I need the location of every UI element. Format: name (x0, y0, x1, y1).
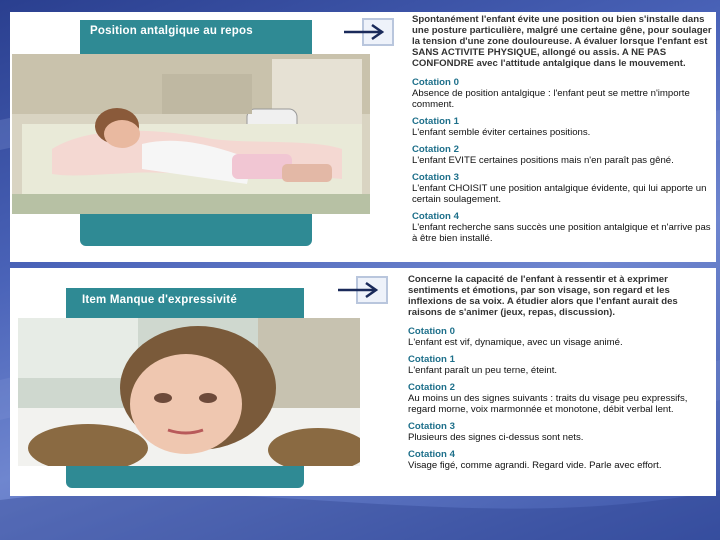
cotation-title: Cotation 2 (412, 144, 459, 155)
cotation-item (412, 116, 714, 138)
cotation-title: Cotation 1 (412, 116, 459, 127)
cotation-item (412, 211, 714, 244)
bottom-text-column (408, 274, 710, 471)
cotation-desc: L'enfant EVITE certaines positions mais n'en paraît pas gêné. (412, 155, 674, 166)
top-text-column (412, 14, 714, 244)
arrow-right-icon (342, 22, 388, 42)
cotation-item (408, 382, 710, 415)
cotation-desc: L'enfant semble éviter certaines positions. (412, 127, 591, 138)
cotation-desc: L'enfant paraît un peu terne, éteint. (408, 365, 558, 376)
cotation-item (408, 421, 710, 443)
cotation-desc: L'enfant recherche sans succès une position antalgique et n'arrive pas à être bien installé. (412, 222, 711, 244)
manque-expressivite-panel (10, 268, 716, 496)
photo-child-lying-bed (12, 54, 370, 214)
cotation-item (408, 326, 710, 348)
cotation-title: Cotation 2 (408, 382, 455, 393)
cotation-desc: L'enfant CHOISIT une position antalgique évidente, qui lui apporte un certain soulagement. (412, 183, 707, 205)
cotation-title: Cotation 0 (408, 326, 455, 337)
cotation-desc: Visage figé, comme agrandi. Regard vide. Parle avec effort. (408, 460, 662, 471)
cotation-item (408, 354, 710, 376)
cotation-title: Cotation 4 (412, 211, 459, 222)
cotation-title: Cotation 3 (412, 172, 459, 183)
position-antalgique-panel (10, 12, 716, 262)
cotation-title: Cotation 0 (412, 77, 459, 88)
intro-text: Concerne la capacité de l'enfant à ressentir et à exprimer sentiments et émotions, par son visage, son regard et les inflexions de sa voix. A étudier alors que l'enfant aurait des raisons de s'animer (jeux, repas, discussion). (408, 274, 678, 318)
cotation-desc: Absence de position antalgique : l'enfant peut se mettre n'importe comment. (412, 88, 690, 110)
cotation-title: Cotation 3 (408, 421, 455, 432)
cotation-title: Cotation 4 (408, 449, 455, 460)
photo-child-face (18, 318, 360, 466)
cotation-desc: Au moins un des signes suivants : traits du visage peu expressifs, regard morne, voix marmonnée et monotone, débit verbal lent. (408, 393, 688, 415)
cotation-item (412, 172, 714, 205)
cotation-item (412, 77, 714, 110)
panel-heading: Position antalgique au repos (90, 25, 253, 37)
intro-text: Spontanément l'enfant évite une position ou bien s'installe dans une posture particulière, malgré une certaine gêne, pour soulager la tension d'une zone douloureuse. A évaluer lorsque l'enfant est SANS ACTIVITE PHYSIQUE, allongé ou assis. A NE PAS CONFONDRE avec l'attitude antalgique dans le mouvement. (412, 14, 712, 69)
arrow-right-icon (336, 280, 382, 300)
cotation-desc: L'enfant est vif, dynamique, avec un visage animé. (408, 337, 623, 348)
cotation-item (412, 144, 714, 166)
cotation-item (408, 449, 710, 471)
cotation-title: Cotation 1 (408, 354, 455, 365)
cotation-desc: Plusieurs des signes ci-dessus sont nets. (408, 432, 584, 443)
panel-heading: Item Manque d'expressivité (82, 294, 237, 306)
